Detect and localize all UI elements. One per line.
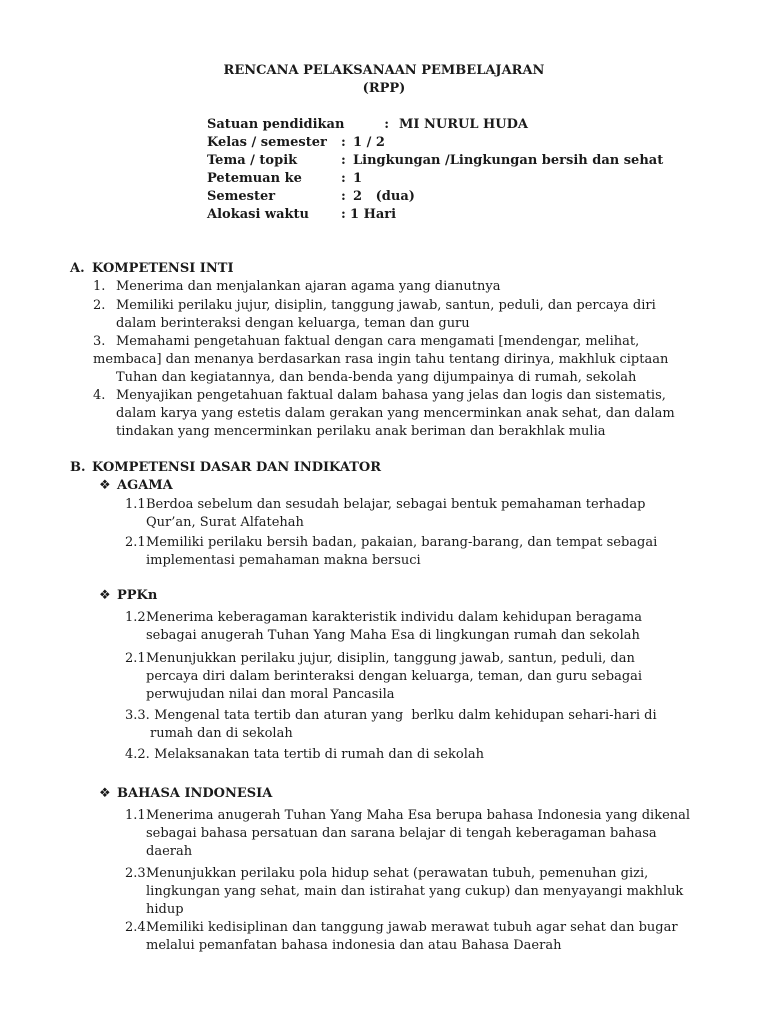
list-number: 1.1 bbox=[125, 808, 146, 823]
document-title: RENCANA PELAKSANAAN PEMBELAJARAN bbox=[223, 63, 545, 78]
list-line: rumah dan di sekolah bbox=[150, 726, 293, 741]
list-line: Menyajikan pengetahuan faktual dalam bahasa yang jelas dan logis dan sistematis, bbox=[116, 388, 666, 403]
list-line: sebagai bahasa persatuan dan sarana belajar di tengah keberagaman bahasa bbox=[146, 826, 657, 841]
identity-value: 2 (dua) bbox=[353, 189, 415, 204]
identity-value: 1 / 2 bbox=[353, 135, 385, 150]
list-line: Menunjukkan perilaku pola hidup sehat (perawatan tubuh, pemenuhan gizi, bbox=[146, 866, 649, 881]
list-number: 1.2 bbox=[125, 610, 146, 625]
list-line: Memiliki perilaku bersih badan, pakaian, barang-barang, dan tempat sebagai bbox=[146, 535, 658, 550]
subject-heading-ppkn bbox=[99, 588, 157, 603]
list-line: percaya diri dalam berinteraksi dengan keluarga, teman, dan guru sebagai bbox=[146, 669, 643, 684]
section-a-heading bbox=[70, 261, 234, 276]
identity-row-semester: Semester : 2 (dua) bbox=[207, 189, 415, 204]
list-line: Menunjukkan perilaku jujur, disiplin, tanggung jawab, santun, peduli, dan bbox=[146, 651, 635, 666]
list-number: 1. bbox=[93, 279, 106, 294]
list-number: 2.1 bbox=[125, 651, 146, 666]
list-number: 2.4 bbox=[125, 920, 146, 935]
list-line: Menerima anugerah Tuhan Yang Maha Esa berupa bahasa Indonesia yang dikenal bbox=[146, 808, 691, 823]
list-line: Tuhan dan kegiatannya, dan benda-benda yang dijumpainya di rumah, sekolah bbox=[116, 370, 637, 385]
list-line: lingkungan yang sehat, main dan istirahat yang cukup) dan menyayangi makhluk bbox=[146, 884, 684, 899]
identity-row-pertemuan: Petemuan ke : 1 bbox=[207, 171, 363, 186]
list-line: dalam berinteraksi dengan keluarga, teman dan guru bbox=[116, 316, 470, 331]
list-line: Memiliki perilaku jujur, disiplin, tanggung jawab, santun, peduli, dan percaya diri bbox=[116, 298, 656, 313]
list-line: perwujudan nilai dan moral Pancasila bbox=[146, 687, 395, 702]
list-line: tindakan yang mencerminkan perilaku anak beriman dan berakhlak mulia bbox=[116, 424, 606, 439]
list-line: Memahami pengetahuan faktual dengan cara mengamati [mendengar, melihat, bbox=[116, 334, 640, 349]
identity-label: Alokasi waktu bbox=[207, 207, 309, 222]
identity-label: Petemuan ke bbox=[207, 171, 302, 186]
list-number: 4.2. bbox=[125, 747, 150, 762]
subject-name: BAHASA INDONESIA bbox=[117, 786, 273, 801]
identity-label: Tema / topik bbox=[207, 153, 298, 168]
subject-name: PPKn bbox=[117, 588, 158, 603]
identity-value: MI NURUL HUDA bbox=[399, 117, 529, 132]
list-number: 3.3. bbox=[125, 708, 150, 723]
list-line: melalui pemanfatan bahasa indonesia dan atau Bahasa Daerah bbox=[146, 938, 562, 953]
section-title: KOMPETENSI DASAR DAN INDIKATOR bbox=[92, 460, 382, 475]
subject-heading-agama bbox=[99, 478, 173, 493]
list-line: Qur’an, Surat Alfatehah bbox=[146, 515, 304, 530]
section-b-heading bbox=[70, 460, 381, 475]
identity-value: 1 Hari bbox=[350, 207, 397, 222]
identity-row-alokasi: Alokasi waktu : 1 Hari bbox=[207, 207, 397, 222]
list-line: Melaksanakan tata tertib di rumah dan di sekolah bbox=[150, 747, 484, 762]
section-marker: B. bbox=[70, 460, 86, 475]
identity-label: Kelas / semester bbox=[207, 135, 327, 150]
diamond-bullet-icon: ❖ bbox=[99, 786, 111, 801]
list-number: 2.1 bbox=[125, 535, 146, 550]
identity-value: Lingkungan /Lingkungan bersih dan sehat bbox=[353, 153, 664, 168]
list-number: 1.1 bbox=[125, 497, 146, 512]
document-subtitle: (RPP) bbox=[362, 81, 406, 96]
list-line: daerah bbox=[146, 844, 193, 859]
list-line: implementasi pemahaman makna bersuci bbox=[146, 553, 421, 568]
list-line: sebagai anugerah Tuhan Yang Maha Esa di lingkungan rumah dan sekolah bbox=[146, 628, 640, 643]
identity-value: 1 bbox=[353, 171, 363, 186]
list-number: 3. bbox=[93, 334, 106, 349]
list-line: membaca] dan menanya berdasarkan rasa ingin tahu tentang dirinya, makhluk ciptaan bbox=[93, 352, 669, 367]
diamond-bullet-icon: ❖ bbox=[99, 588, 111, 603]
list-line: Menerima keberagaman karakteristik individu dalam kehidupan beragama bbox=[146, 610, 642, 625]
list-number: 2.3 bbox=[125, 866, 146, 881]
identity-row-tema: Tema / topik : Lingkungan /Lingkungan bersih dan sehat bbox=[207, 153, 664, 168]
list-line: dalam karya yang estetis dalam gerakan yang mencerminkan anak sehat, dan dalam bbox=[116, 406, 675, 421]
diamond-bullet-icon: ❖ bbox=[99, 478, 111, 493]
identity-row-kelas: Kelas / semester : 1 / 2 bbox=[207, 135, 385, 150]
section-title: KOMPETENSI INTI bbox=[92, 261, 234, 276]
list-line: Menerima dan menjalankan ajaran agama yang dianutnya bbox=[116, 279, 501, 294]
list-number: 4. bbox=[93, 388, 106, 403]
identity-row-satuan: Satuan pendidikan : MI NURUL HUDA bbox=[207, 117, 529, 132]
section-marker: A. bbox=[70, 261, 85, 276]
identity-label: Satuan pendidikan bbox=[207, 117, 345, 132]
list-line: Berdoa sebelum dan sesudah belajar, sebagai bentuk pemahaman terhadap bbox=[146, 497, 646, 512]
list-line: Mengenal tata tertib dan aturan yang berlku dalm kehidupan sehari-hari di bbox=[150, 708, 657, 723]
list-line: hidup bbox=[146, 902, 184, 917]
subject-heading-bahasa-indonesia bbox=[99, 786, 272, 801]
identity-label: Semester bbox=[207, 189, 276, 204]
list-number: 2. bbox=[93, 298, 106, 313]
subject-name: AGAMA bbox=[117, 478, 173, 493]
list-line: Memiliki kedisiplinan dan tanggung jawab merawat tubuh agar sehat dan bugar bbox=[146, 920, 678, 935]
